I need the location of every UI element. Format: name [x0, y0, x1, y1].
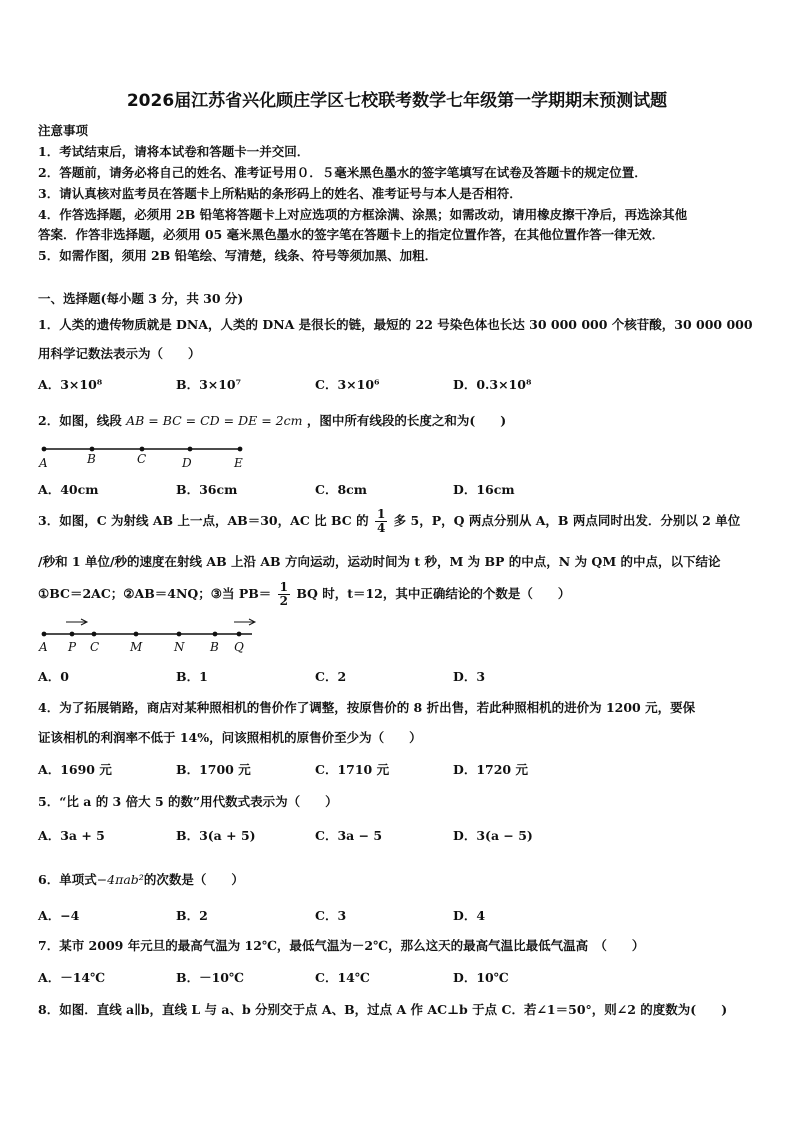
q2-option-a: A．40cm	[38, 482, 99, 497]
q3-fraction-quarter	[375, 508, 387, 535]
q6-text-b: 的次数是（ ）	[143, 872, 244, 887]
notice-item-2: 2．答题前，请务必将自己的姓名、准考证号用０．５毫米黑色墨水的签字笔填写在试卷及答题卡的规定位置．	[38, 165, 647, 180]
q3-label-a: A	[39, 640, 48, 654]
q2-text-b: ，图中所有线段的长度之和为( )	[306, 413, 507, 428]
q2-label-c: C	[137, 452, 147, 466]
q7-option-b: B．－10℃	[176, 970, 244, 985]
q4-line2: 证该相机的利润率不低于 14%，问该照相机的原售价至少为（ ）	[38, 730, 422, 745]
q3-point-p	[70, 632, 75, 637]
q3-line3	[38, 581, 570, 608]
page-title: 2026届江苏省兴化顾庄学区七校联考数学七年级第一学期期末预测试题	[126, 91, 668, 111]
q3-point-n	[177, 632, 182, 637]
q2-segment-figure	[34, 440, 264, 472]
q3-line1-c: 多 5，P，Q 两点分别从 A，B 两点同时出发．分别以 2 单位	[393, 513, 741, 528]
q6-question	[38, 870, 244, 888]
q3-line3-a: ①BC＝2AC；②AB＝4NQ；③当 PB＝	[38, 586, 272, 601]
q5-option-d: D．3(a − 5)	[453, 828, 533, 843]
section-heading: 一、选择题(每小题 3 分，共 30 分)	[38, 291, 244, 306]
q3-option-d: D．3	[453, 669, 486, 684]
q6-option-a: A．−4	[38, 908, 80, 923]
q3-line1-a: 3．如图，	[38, 513, 97, 528]
q3-point-c	[92, 632, 97, 637]
q1-option-d: D．0.3×10⁸	[453, 377, 532, 392]
q3-label-b: B	[210, 640, 219, 654]
q6-text-a: 6．单项式	[38, 872, 97, 887]
q3-frac2-den: 2	[279, 594, 289, 608]
q3-point-q	[237, 632, 242, 637]
q2-option-b: B．36cm	[176, 482, 238, 497]
q3-option-c: C．2	[315, 669, 347, 684]
q1-option-c: C．3×10⁶	[315, 377, 380, 392]
q2-point-d	[188, 447, 193, 452]
q1-line2: 用科学记数法表示为（ ）	[38, 346, 201, 361]
q3-ray-figure	[34, 614, 264, 656]
q5-option-b: B．3(a + 5)	[176, 828, 256, 843]
q7-question: 7．某市 2009 年元旦的最高气温为 12℃，最低气温为－2℃，那么这天的最高气温比最低气温高 （ ）	[38, 938, 645, 953]
notice-item-1: 1．考试结束后，请将本试卷和答题卡一并交回．	[38, 144, 310, 159]
q3-frac2-num: 1	[279, 580, 289, 594]
q3-point-m	[134, 632, 139, 637]
q3-label-c: C	[90, 640, 100, 654]
q3-label-p: P	[68, 640, 77, 654]
q2-label-b: B	[87, 452, 96, 466]
q1-option-b: B．3×10⁷	[176, 377, 242, 392]
q5-option-c: C．3a − 5	[315, 828, 383, 843]
notice-item-5: 5．如需作图，须用 2B 铅笔绘、写清楚，线条、符号等须加黑、加粗．	[38, 248, 438, 263]
q2-point-c	[140, 447, 145, 452]
q5-option-a: A．3a + 5	[38, 828, 105, 843]
q1-line1: 1．人类的遗传物质就是 DNA，人类的 DNA 是很长的链，最短的 22 号染色体也长达 30 000 000 个核苷酸，30 000 000	[38, 317, 753, 332]
q3-fraction-half	[278, 581, 290, 608]
q2-label-d: D	[182, 456, 192, 470]
q6-option-b: B．2	[176, 908, 208, 923]
q2-point-a	[42, 447, 47, 452]
q3-label-q: Q	[234, 640, 244, 654]
q2-formula: AB = BC = CD = DE = 2cm	[126, 413, 303, 428]
q2-option-d: D．16cm	[453, 482, 515, 497]
q2-question	[38, 411, 506, 429]
q4-option-b: B．1700 元	[176, 762, 251, 777]
q3-line3-b: BQ 时，t＝12，其中正确结论的个数是（ ）	[296, 586, 571, 601]
q3-line1	[38, 508, 740, 535]
q3-line2: /秒和 1 单位/秒的速度在射线 AB 上沿 AB 方向运动，运动时间为 t 秒，M 为 BP 的中点，N 为 QM 的中点，以下结论	[38, 554, 721, 569]
q4-option-d: D．1720 元	[453, 762, 528, 777]
q5-question: 5．“比 a 的 3 倍大 5 的数”用代数式表示为（ ）	[38, 794, 338, 809]
q2-label-a: A	[39, 456, 48, 470]
notice-heading: 注意事项	[38, 123, 89, 138]
q7-option-c: C．14℃	[315, 970, 370, 985]
q3-point-a	[42, 632, 47, 637]
q4-option-c: C．1710 元	[315, 762, 390, 777]
q7-option-a: A．－14℃	[38, 970, 106, 985]
q2-point-b	[90, 447, 95, 452]
q3-frac-den: 4	[376, 521, 386, 535]
q8-question: 8．如图．直线 a∥b，直线 L 与 a、b 分别交于点 A、B，过点 A 作 AC⊥b 于点 C．若∠1＝50°，则∠2 的度数为( )	[38, 1002, 728, 1017]
q4-line1: 4．为了拓展销路，商店对某种照相机的售价作了调整，按原售价的 8 折出售，若此种照相机的进价为 1200 元，要保	[38, 700, 696, 715]
notice-item-3: 3．请认真核对监考员在答题卡上所粘贴的条形码上的姓名、准考证号与本人是否相符．	[38, 186, 522, 201]
q6-option-d: D．4	[453, 908, 486, 923]
q3-option-b: B．1	[176, 669, 208, 684]
q3-label-n: N	[174, 640, 185, 654]
q3-point-b	[213, 632, 218, 637]
q2-point-e	[238, 447, 243, 452]
notice-item-4: 4．作答选择题，必须用 2B 铅笔将答题卡上对应选项的方框涂满、涂黑；如需改动，请用橡皮擦干净后，再选涂其他	[38, 207, 688, 222]
q1-option-a: A．3×10⁸	[38, 377, 103, 392]
q3-option-a: A．0	[38, 669, 69, 684]
q6-option-c: C．3	[315, 908, 347, 923]
q2-text-a: 2．如图，线段	[38, 413, 122, 428]
q3-label-m: M	[130, 640, 143, 654]
q7-option-d: D．10℃	[453, 970, 509, 985]
q2-option-c: C．8cm	[315, 482, 367, 497]
q3-line1-b: C 为射线 AB 上一点，AB＝30，AC 比 BC 的	[96, 513, 369, 528]
q4-option-a: A．1690 元	[38, 762, 112, 777]
notice-item-4-cont: 答案．作答非选择题，必须用 05 毫米黑色墨水的签字笔在答题卡上的指定位置作答，在其他位置作答一律无效．	[38, 227, 665, 242]
q3-frac-num: 1	[376, 507, 386, 521]
q2-label-e: E	[234, 456, 243, 470]
q6-expr: −4πab²	[96, 872, 144, 887]
